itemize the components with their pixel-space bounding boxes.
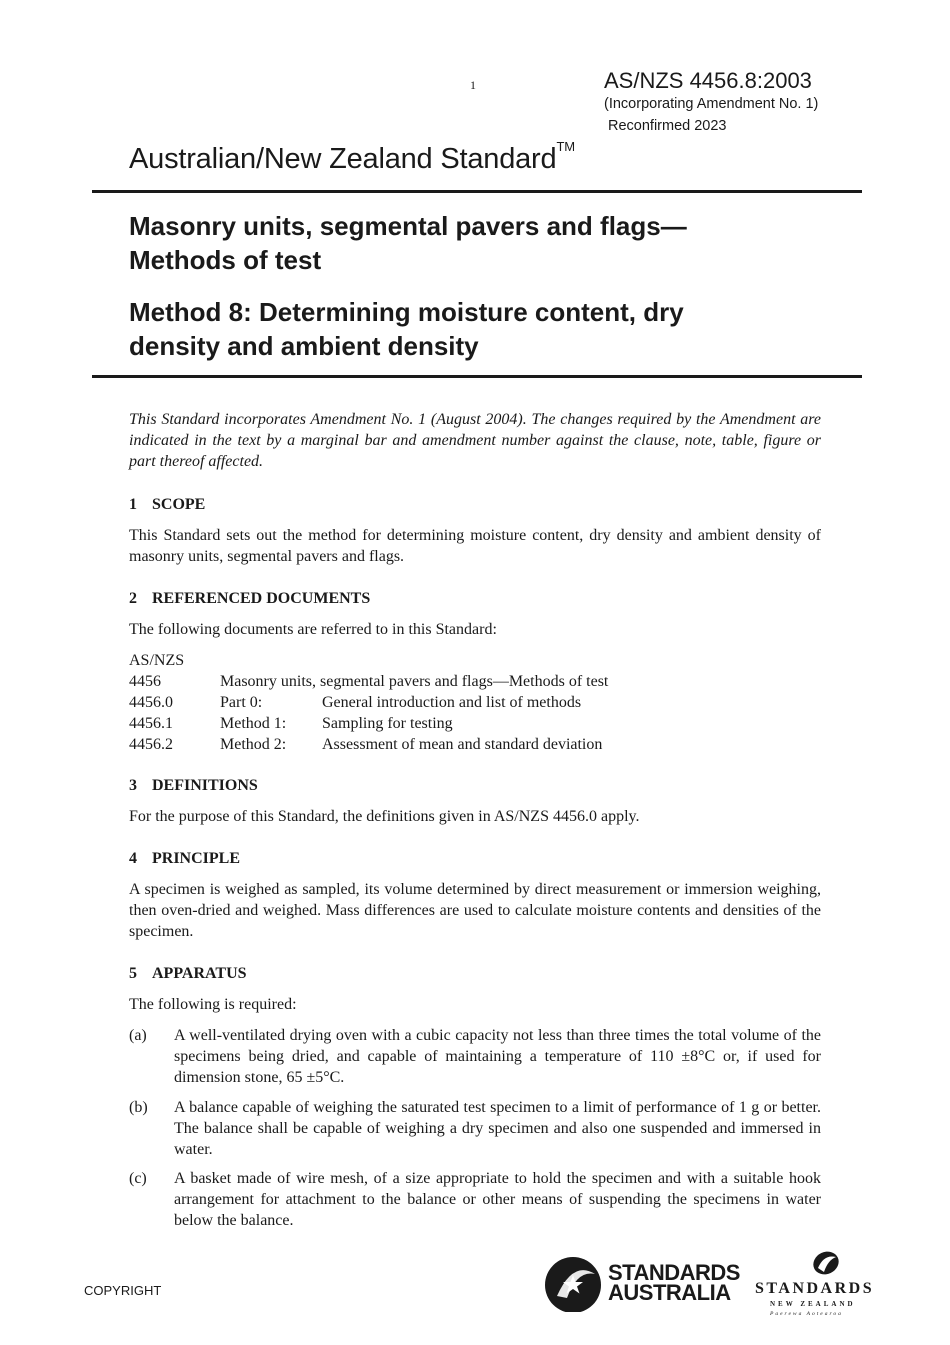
reference-code: 4456.0: [129, 694, 173, 711]
section-title: SCOPE: [152, 496, 206, 513]
reconfirmed-note: Reconfirmed 2023: [608, 118, 727, 134]
section-heading-references: [129, 589, 370, 609]
definitions-text: For the purpose of this Standard, the definitions given in AS/NZS 4456.0 apply.: [129, 808, 640, 825]
amendment-note: (Incorporating Amendment No. 1): [604, 96, 819, 112]
references-intro: The following documents are referred to in this Standard:: [129, 621, 497, 638]
reference-code: 4456: [129, 673, 161, 690]
trademark-mark: TM: [556, 139, 575, 155]
reference-part: Part 0:: [220, 694, 263, 711]
list-label: (c): [129, 1170, 147, 1187]
reference-title: General introduction and list of methods: [322, 694, 582, 711]
reference-org: AS/NZS: [129, 652, 185, 669]
reference-code: 4456.1: [129, 715, 173, 732]
reference-part: Method 1:: [220, 715, 287, 732]
snz-tagline: Paerewa Aotearoa: [770, 1311, 843, 1317]
standard-heading-text: Australian/New Zealand Standard: [129, 143, 557, 175]
apparatus-intro: The following is required:: [129, 996, 297, 1013]
reference-title: Sampling for testing: [322, 715, 453, 732]
list-label: (a): [129, 1027, 147, 1044]
standards-australia-wordmark: [608, 1260, 740, 1305]
section-title: PRINCIPLE: [152, 850, 241, 867]
reference-title: Masonry units, segmental pavers and flags—Methods of test: [220, 673, 609, 690]
section-number: 5: [129, 965, 137, 982]
page-number: 1: [470, 78, 476, 92]
copyright-label: COPYRIGHT: [84, 1283, 162, 1298]
section-heading-definitions: [129, 776, 258, 796]
top-rule: [92, 190, 862, 193]
list-label: (b): [129, 1099, 148, 1116]
section-heading-apparatus: [129, 964, 247, 984]
reference-part: Method 2:: [220, 736, 287, 753]
title-rule: [92, 375, 862, 378]
list-text: A basket made of wire mesh, of a size appropriate to hold the specimen and with a suitable hook arrangement for attachment to the balance or other means of suspending the specimens in water below the balance.: [174, 1170, 821, 1229]
scope-text: This Standard sets out the method for determining moisture content, dry density and ambient density of masonry units, segmental pavers and flags.: [129, 527, 821, 565]
section-number: 3: [129, 777, 137, 794]
apparatus-item: [129, 1025, 821, 1088]
principle-text: A specimen is weighed as sampled, its volume determined by direct measurement or immersion weighing, then oven-dried and weighed. Mass differences are used to calculate moisture contents and densities of the specimen.: [129, 881, 821, 940]
snz-subtitle: NEW ZEALAND: [770, 1300, 856, 1308]
amendment-intro: This Standard incorporates Amendment No. 1 (August 2004). The changes required by the Amendment are indicated in the text by a marginal bar and amendment number against the clause, note, table, figure or part thereof affected.: [129, 411, 821, 470]
section-title: APPARATUS: [152, 965, 247, 982]
list-text: A well-ventilated drying oven with a cubic capacity not less than three times the total volume of the specimens being dried, and capable of maintaining a temperature of 110 ±8°C or, if used for dimension stone, 65 ±5°C.: [174, 1027, 821, 1086]
title-line-2: Methods of test: [129, 245, 322, 275]
apparatus-item: [129, 1097, 821, 1160]
reference-code: 4456.2: [129, 736, 173, 753]
section-heading-principle: [129, 849, 240, 869]
method-title: [129, 295, 684, 363]
title-line-1: Masonry units, segmental pavers and flags—: [129, 211, 687, 241]
method-title-line-2: density and ambient density: [129, 331, 479, 361]
section-number: 1: [129, 496, 137, 513]
snz-wordmark: STANDARDS: [755, 1280, 875, 1297]
list-text: A balance capable of weighing the saturated test specimen to a limit of performance of 1 g or better. The balance shall be capable of weighing a dry specimen and also one suspended and immersed in water.: [174, 1099, 821, 1158]
section-number: 2: [129, 590, 137, 607]
standard-code: AS/NZS 4456.8:2003: [604, 68, 812, 93]
standard-heading: [129, 139, 575, 176]
section-number: 4: [129, 850, 137, 867]
document-title: [129, 209, 687, 277]
sa-wordmark-line-2: AUSTRALIA: [608, 1280, 731, 1305]
section-heading-scope: [129, 495, 205, 515]
method-title-line-1: Method 8: Determining moisture content, dry: [129, 297, 684, 327]
section-title: DEFINITIONS: [152, 777, 258, 794]
apparatus-item: [129, 1168, 821, 1231]
sa-wordmark-line-1: STANDARDS: [608, 1260, 740, 1285]
reference-title: Assessment of mean and standard deviation: [322, 736, 603, 753]
section-title: REFERENCED DOCUMENTS: [152, 590, 371, 607]
